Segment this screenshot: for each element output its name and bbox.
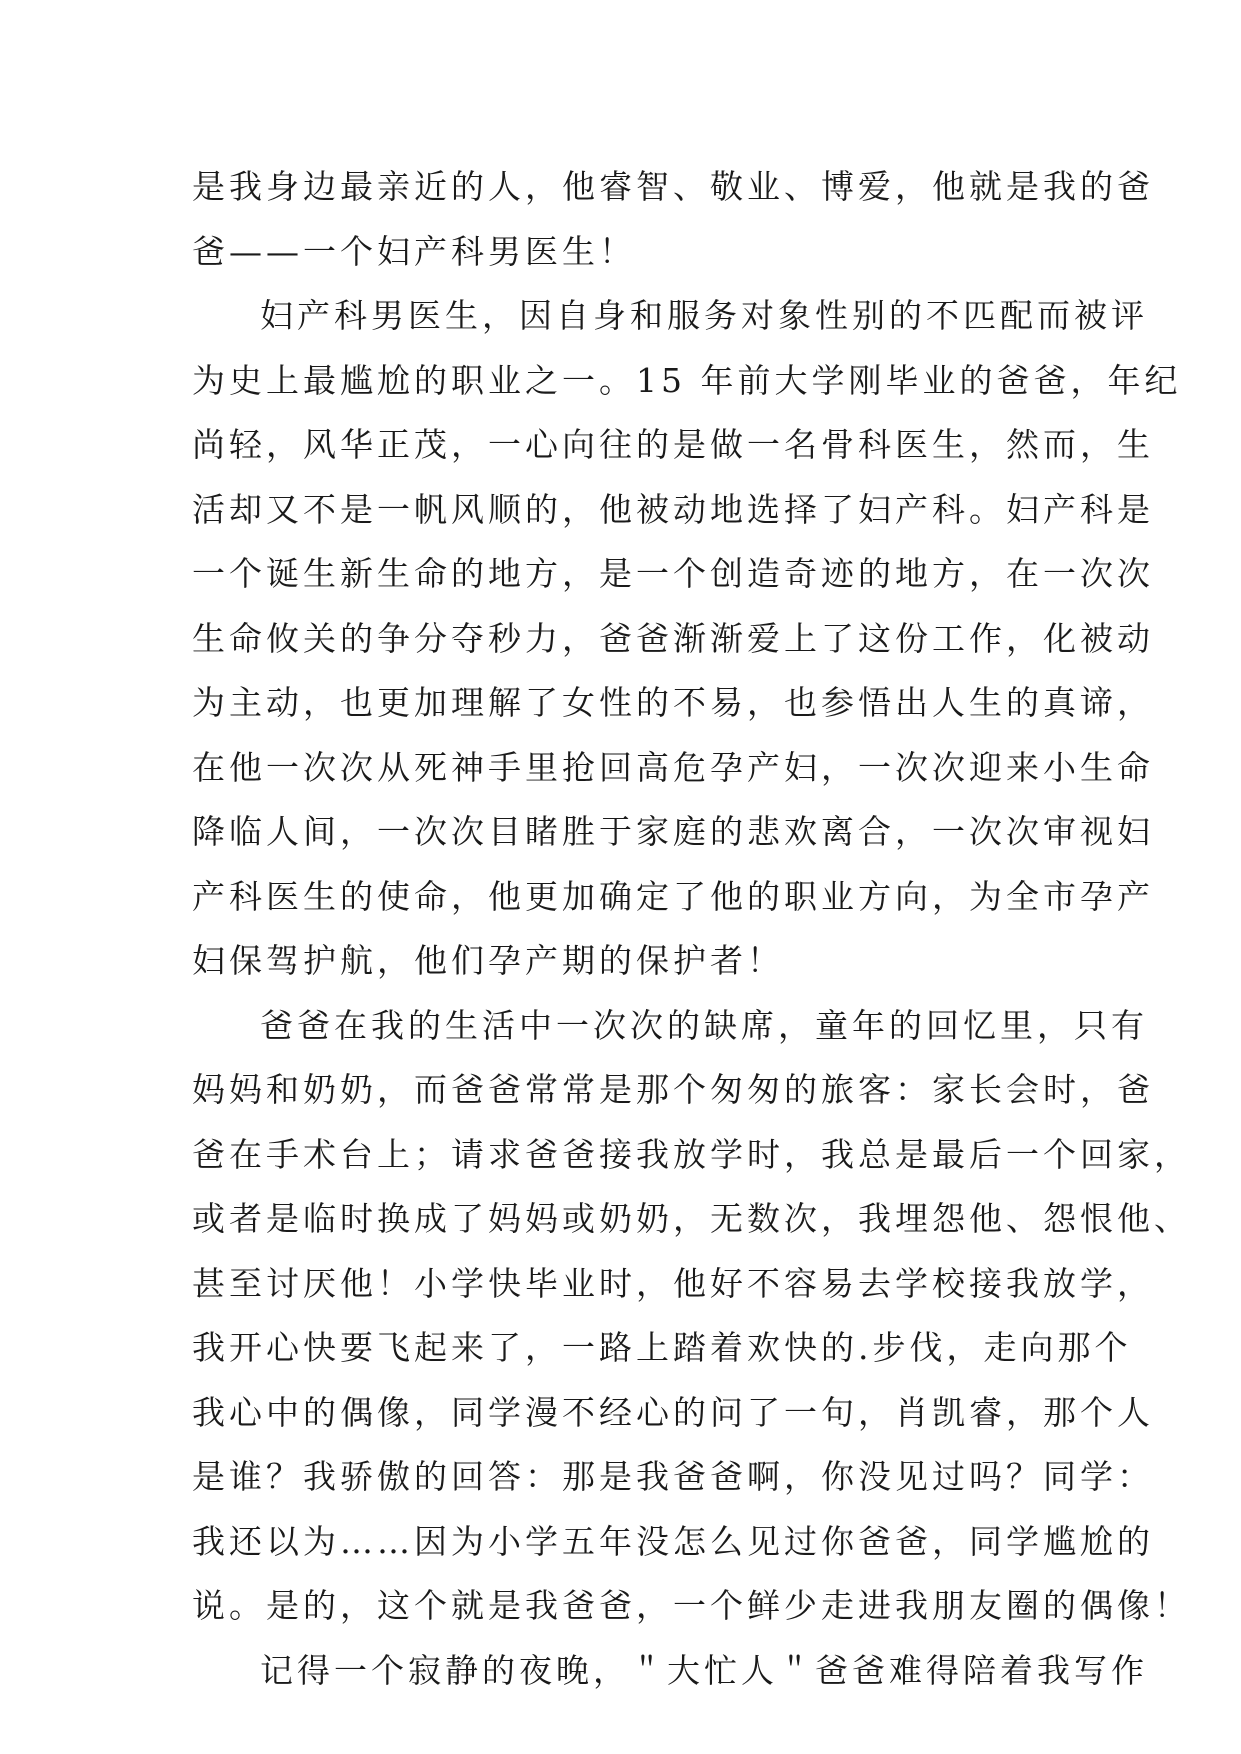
text-line: 我还以为……因为小学五年没怎么见过你爸爸，同学尴尬的 bbox=[192, 1521, 1154, 1561]
text-line: 妇保驾护航，他们孕产期的保护者！ bbox=[192, 941, 784, 980]
body-text bbox=[192, 155, 1191, 1703]
text-line: 爸爸在我的生活中一次次的缺席，童年的回忆里，只有 bbox=[260, 1005, 1148, 1045]
text-line: 记得一个寂静的夜晚，＂大忙人＂爸爸难得陪着我写作 bbox=[260, 1650, 1148, 1690]
text-line: 我心中的偶像，同学漫不经心的问了一句，肖凯睿，那个人 bbox=[192, 1392, 1154, 1432]
text-line: 爸在手术台上；请求爸爸接我放学时，我总是最后一个回家， bbox=[192, 1134, 1191, 1174]
text-line: 为主动，也更加理解了女性的不易，也参悟出人生的真谛， bbox=[192, 683, 1154, 722]
text-line: 我开心快要飞起来了，一路上踏着欢快的.步伐，走向那个 bbox=[192, 1328, 1132, 1367]
text-line: 尚轻，风华正茂，一心向往的是做一名骨科医生，然而，生 bbox=[192, 425, 1154, 464]
paragraph bbox=[192, 155, 1154, 284]
text-line: 降临人间，一次次目睹胜于家庭的悲欢离合，一次次审视妇 bbox=[192, 812, 1154, 851]
text-line: 妇产科男医生，因自身和服务对象性别的不匹配而被评 bbox=[260, 296, 1148, 335]
text-line: 生命攸关的争分夺秒力，爸爸渐渐爱上了这份工作，化被动 bbox=[192, 618, 1154, 658]
paragraph bbox=[192, 1639, 1148, 1704]
text-line: 或者是临时换成了妈妈或奶奶，无数次，我埋怨他、怨恨他、 bbox=[192, 1199, 1191, 1238]
text-line: 一个诞生新生命的地方，是一个创造奇迹的地方，在一次次 bbox=[192, 554, 1154, 593]
text-line: 为史上最尴尬的职业之一。15 年前大学刚毕业的爸爸，年纪 bbox=[192, 360, 1182, 400]
text-line: 在他一次次从死神手里抢回高危孕产妇，一次次迎来小生命 bbox=[192, 747, 1154, 787]
paragraph bbox=[192, 994, 1191, 1639]
text-line: 活却又不是一帆风顺的，他被动地选择了妇产科。妇产科是 bbox=[192, 489, 1154, 529]
text-line: 爸——一个妇产科男医生！ bbox=[192, 231, 636, 271]
text-line: 是谁？我骄傲的回答：那是我爸爸啊，你没见过吗？同学： bbox=[192, 1457, 1154, 1496]
text-line: 是我身边最亲近的人，他睿智、敬业、博爱，他就是我的爸 bbox=[192, 167, 1154, 206]
text-line: 妈妈和奶奶，而爸爸常常是那个匆匆的旅客：家长会时，爸 bbox=[192, 1070, 1154, 1109]
text-line: 说。是的，这个就是我爸爸，一个鲜少走进我朋友圈的偶像！ bbox=[192, 1586, 1191, 1625]
text-line: 甚至讨厌他！小学快毕业时，他好不容易去学校接我放学， bbox=[192, 1263, 1154, 1303]
paragraph bbox=[192, 284, 1182, 994]
text-line: 产科医生的使命，他更加确定了他的职业方向，为全市孕产 bbox=[192, 876, 1154, 916]
